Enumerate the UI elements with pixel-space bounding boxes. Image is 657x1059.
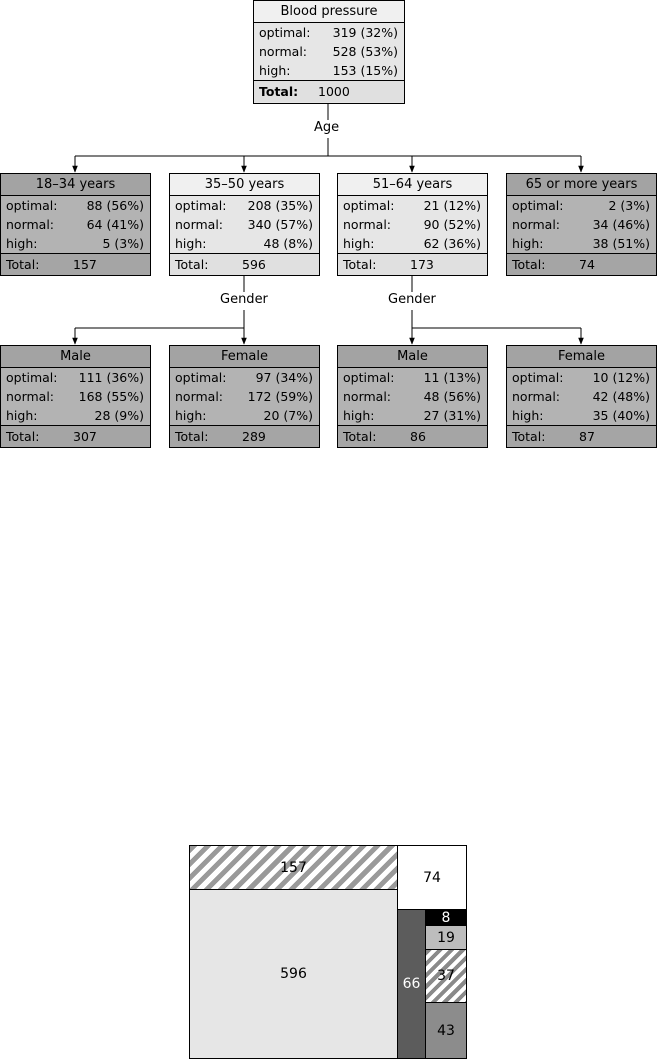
total-label: Total: — [259, 84, 299, 99]
row-label: high: — [6, 236, 38, 251]
total-row — [338, 425, 487, 447]
row-label: normal: — [259, 44, 308, 59]
row-optimal — [254, 23, 404, 42]
row-value: 340 (57%) — [247, 217, 313, 232]
total-row — [1, 253, 150, 275]
row-optimal — [338, 196, 487, 215]
treemap-cell-43: 43 — [425, 1002, 467, 1059]
row-label: normal: — [175, 389, 224, 404]
row-value: 172 (59%) — [247, 389, 313, 404]
row-value: 168 (55%) — [78, 389, 144, 404]
row-label: normal: — [512, 389, 561, 404]
total-row — [1, 425, 150, 447]
node-male-35-50 — [0, 345, 151, 448]
row-label: high: — [512, 408, 544, 423]
row-high — [254, 61, 404, 80]
split-label-gender-right: Gender — [388, 292, 436, 307]
total-label: Total: — [6, 257, 40, 272]
row-high — [1, 234, 150, 253]
total-value: 596 — [242, 257, 266, 272]
row-normal — [1, 215, 150, 234]
row-label: optimal: — [259, 25, 311, 40]
treemap-cell-66: 66 — [397, 909, 426, 1059]
row-value: 35 (40%) — [592, 408, 650, 423]
total-value: 157 — [73, 257, 97, 272]
row-value: 48 (8%) — [263, 236, 313, 251]
row-label: high: — [259, 63, 291, 78]
row-value: 28 (9%) — [94, 408, 144, 423]
row-optimal — [338, 368, 487, 387]
row-normal — [338, 387, 487, 406]
row-value: 319 (32%) — [332, 25, 398, 40]
treemap-cell-19: 19 — [425, 925, 467, 950]
treemap-cell-157: 157 — [189, 845, 398, 890]
row-high — [338, 234, 487, 253]
row-label: optimal: — [343, 198, 395, 213]
total-label: Total: — [512, 257, 546, 272]
row-normal — [254, 42, 404, 61]
total-row — [254, 80, 404, 102]
row-value: 88 (56%) — [86, 198, 144, 213]
split-label-age: Age — [314, 120, 340, 135]
total-row — [170, 253, 319, 275]
row-label: high: — [6, 408, 38, 423]
row-normal — [170, 215, 319, 234]
total-value: 86 — [410, 429, 426, 444]
row-label: normal: — [6, 389, 55, 404]
row-value: 11 (13%) — [423, 370, 481, 385]
row-value: 5 (3%) — [102, 236, 144, 251]
row-value: 528 (53%) — [332, 44, 398, 59]
total-value: 87 — [579, 429, 595, 444]
row-optimal — [1, 368, 150, 387]
row-label: optimal: — [512, 198, 564, 213]
total-label: Total: — [343, 257, 377, 272]
row-high — [338, 406, 487, 425]
total-value: 74 — [579, 257, 595, 272]
row-value: 38 (51%) — [592, 236, 650, 251]
row-normal — [507, 215, 656, 234]
row-value: 21 (12%) — [423, 198, 481, 213]
row-value: 2 (3%) — [608, 198, 650, 213]
row-high — [170, 234, 319, 253]
row-label: optimal: — [175, 198, 227, 213]
row-label: optimal: — [6, 198, 58, 213]
total-value: 173 — [410, 257, 434, 272]
row-high — [507, 234, 656, 253]
node-title: Blood pressure — [254, 1, 404, 23]
row-value: 62 (36%) — [423, 236, 481, 251]
row-label: optimal: — [343, 370, 395, 385]
total-row — [170, 425, 319, 447]
node-age-18-34 — [0, 173, 151, 276]
row-label: optimal: — [175, 370, 227, 385]
row-optimal — [507, 368, 656, 387]
row-label: normal: — [512, 217, 561, 232]
treemap-cell-596: 596 — [189, 889, 398, 1059]
row-label: high: — [343, 408, 375, 423]
row-normal — [507, 387, 656, 406]
node-title: Male — [338, 346, 487, 368]
row-label: normal: — [343, 217, 392, 232]
total-label: Total: — [343, 429, 377, 444]
node-title: 65 or more years — [507, 174, 656, 196]
row-normal — [1, 387, 150, 406]
row-normal — [338, 215, 487, 234]
row-value: 64 (41%) — [86, 217, 144, 232]
node-female-51-64 — [506, 345, 657, 448]
row-value: 208 (35%) — [247, 198, 313, 213]
row-value: 153 (15%) — [332, 63, 398, 78]
total-label: Total: — [512, 429, 546, 444]
row-value: 90 (52%) — [423, 217, 481, 232]
total-row — [338, 253, 487, 275]
row-label: normal: — [343, 389, 392, 404]
row-normal — [170, 387, 319, 406]
row-label: high: — [343, 236, 375, 251]
node-age-51-64 — [337, 173, 488, 276]
node-female-35-50 — [169, 345, 320, 448]
row-optimal — [1, 196, 150, 215]
row-value: 48 (56%) — [423, 389, 481, 404]
total-value: 1000 — [318, 84, 350, 99]
row-value: 34 (46%) — [592, 217, 650, 232]
treemap — [189, 845, 467, 1059]
total-label: Total: — [175, 429, 209, 444]
node-title: Male — [1, 346, 150, 368]
total-row — [507, 425, 656, 447]
row-label: high: — [175, 236, 207, 251]
row-value: 10 (12%) — [592, 370, 650, 385]
row-optimal — [507, 196, 656, 215]
split-label-gender-left: Gender — [220, 292, 268, 307]
row-label: high: — [175, 408, 207, 423]
row-label: normal: — [6, 217, 55, 232]
node-title: Female — [507, 346, 656, 368]
row-high — [170, 406, 319, 425]
node-title: 51–64 years — [338, 174, 487, 196]
row-value: 20 (7%) — [263, 408, 313, 423]
row-label: high: — [512, 236, 544, 251]
row-value: 42 (48%) — [592, 389, 650, 404]
treemap-cell-8: 8 — [425, 909, 467, 926]
row-label: optimal: — [512, 370, 564, 385]
root-node — [253, 0, 405, 104]
row-high — [507, 406, 656, 425]
row-label: optimal: — [6, 370, 58, 385]
node-age-35-50 — [169, 173, 320, 276]
treemap-cell-74: 74 — [397, 845, 467, 910]
row-optimal — [170, 196, 319, 215]
total-value: 307 — [73, 429, 97, 444]
total-value: 289 — [242, 429, 266, 444]
row-label: normal: — [175, 217, 224, 232]
total-label: Total: — [175, 257, 209, 272]
row-optimal — [170, 368, 319, 387]
treemap-cell-37: 37 — [425, 949, 467, 1003]
node-male-51-64 — [337, 345, 488, 448]
total-label: Total: — [6, 429, 40, 444]
row-value: 97 (34%) — [255, 370, 313, 385]
row-value: 111 (36%) — [78, 370, 144, 385]
row-high — [1, 406, 150, 425]
row-value: 27 (31%) — [423, 408, 481, 423]
node-title: Female — [170, 346, 319, 368]
node-title: 35–50 years — [170, 174, 319, 196]
node-age-65-plus — [506, 173, 657, 276]
total-row — [507, 253, 656, 275]
node-title: 18–34 years — [1, 174, 150, 196]
